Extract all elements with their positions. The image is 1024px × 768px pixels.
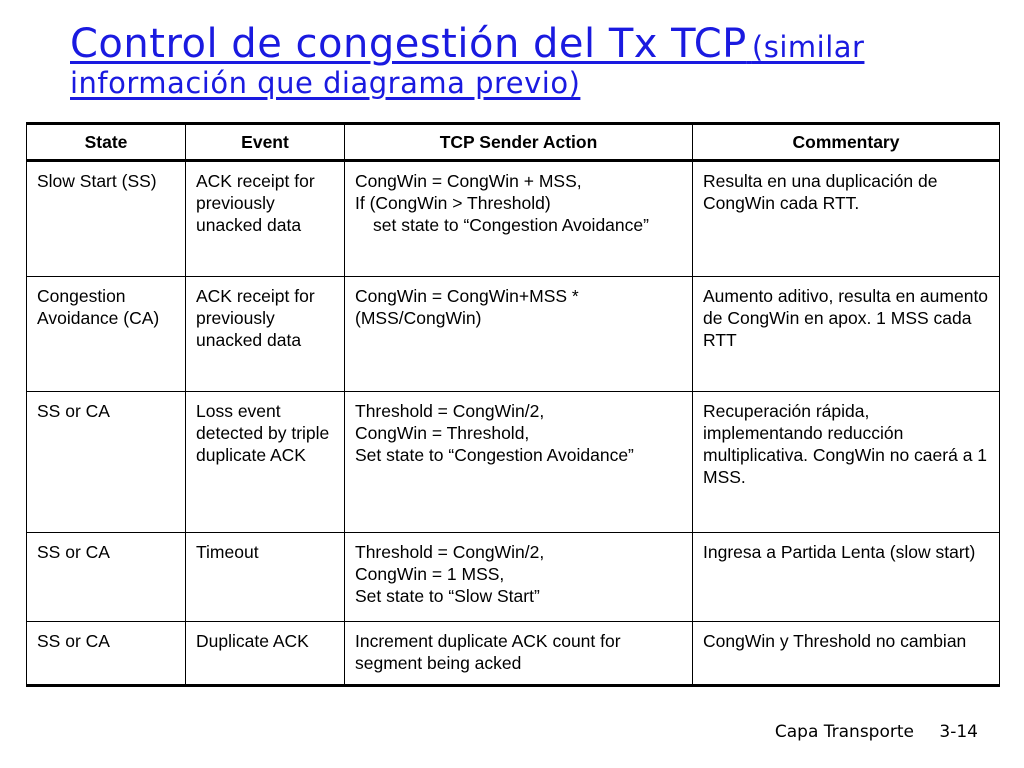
action-line: Threshold = CongWin/2,	[355, 401, 545, 421]
cell-action	[345, 533, 693, 622]
title-sub-line2: información que diagrama previo)	[70, 65, 581, 100]
cell-commentary: Ingresa a Partida Lenta (slow start)	[693, 533, 1000, 622]
cell-event: ACK receipt for previously unacked data	[186, 277, 345, 392]
action-line: Set state to “Congestion Avoidance”	[355, 445, 634, 465]
cell-state: SS or CA	[27, 392, 186, 533]
cell-commentary: CongWin y Threshold no cambian	[693, 622, 1000, 686]
action-line: CongWin = CongWin + MSS,	[355, 171, 582, 191]
cell-event: Loss event detected by triple duplicate ACK	[186, 392, 345, 533]
cell-commentary: Recuperación rápida, implementando reducción multiplicativa. CongWin no caerá a 1 MSS.	[693, 392, 1000, 533]
table-row	[27, 161, 1000, 277]
footer-chapter: Capa Transporte	[774, 722, 914, 742]
footer-page-number: 3-14	[939, 722, 978, 742]
table-row	[27, 533, 1000, 622]
cell-event: Duplicate ACK	[186, 622, 345, 686]
slide-footer	[755, 722, 978, 742]
table-row	[27, 392, 1000, 533]
table-row	[27, 277, 1000, 392]
slide-title	[70, 22, 970, 99]
cell-action	[345, 622, 693, 686]
header-action: TCP Sender Action	[345, 124, 693, 161]
action-line: set state to “Congestion Avoidance”	[373, 215, 649, 235]
action-line: CongWin = CongWin+MSS * (MSS/CongWin)	[355, 286, 579, 328]
cell-state: Slow Start (SS)	[27, 161, 186, 277]
title-sub-inline: (similar	[751, 30, 865, 64]
cell-state: SS or CA	[27, 622, 186, 686]
cell-action	[345, 277, 693, 392]
table-row	[27, 622, 1000, 686]
action-line: CongWin = Threshold,	[355, 423, 530, 443]
cell-state: SS or CA	[27, 533, 186, 622]
cell-commentary: Resulta en una duplicación de CongWin cada RTT.	[693, 161, 1000, 277]
header-state: State	[27, 124, 186, 161]
action-line: If (CongWin > Threshold)	[355, 193, 551, 213]
title-main: Control de congestión del Tx TCP	[70, 21, 747, 67]
cell-state: Congestion Avoidance (CA)	[27, 277, 186, 392]
cell-event: Timeout	[186, 533, 345, 622]
cell-action	[345, 392, 693, 533]
tcp-congestion-table	[26, 122, 1000, 687]
table-header-row	[27, 124, 1000, 161]
action-line: Increment duplicate ACK count for segment being acked	[355, 631, 621, 673]
action-line: Set state to “Slow Start”	[355, 586, 540, 606]
cell-event: ACK receipt for previously unacked data	[186, 161, 345, 277]
cell-commentary: Aumento aditivo, resulta en aumento de CongWin en apox. 1 MSS cada RTT	[693, 277, 1000, 392]
action-line: Threshold = CongWin/2,	[355, 542, 545, 562]
cell-action	[345, 161, 693, 277]
action-line: CongWin = 1 MSS,	[355, 564, 505, 584]
header-event: Event	[186, 124, 345, 161]
header-commentary: Commentary	[693, 124, 1000, 161]
